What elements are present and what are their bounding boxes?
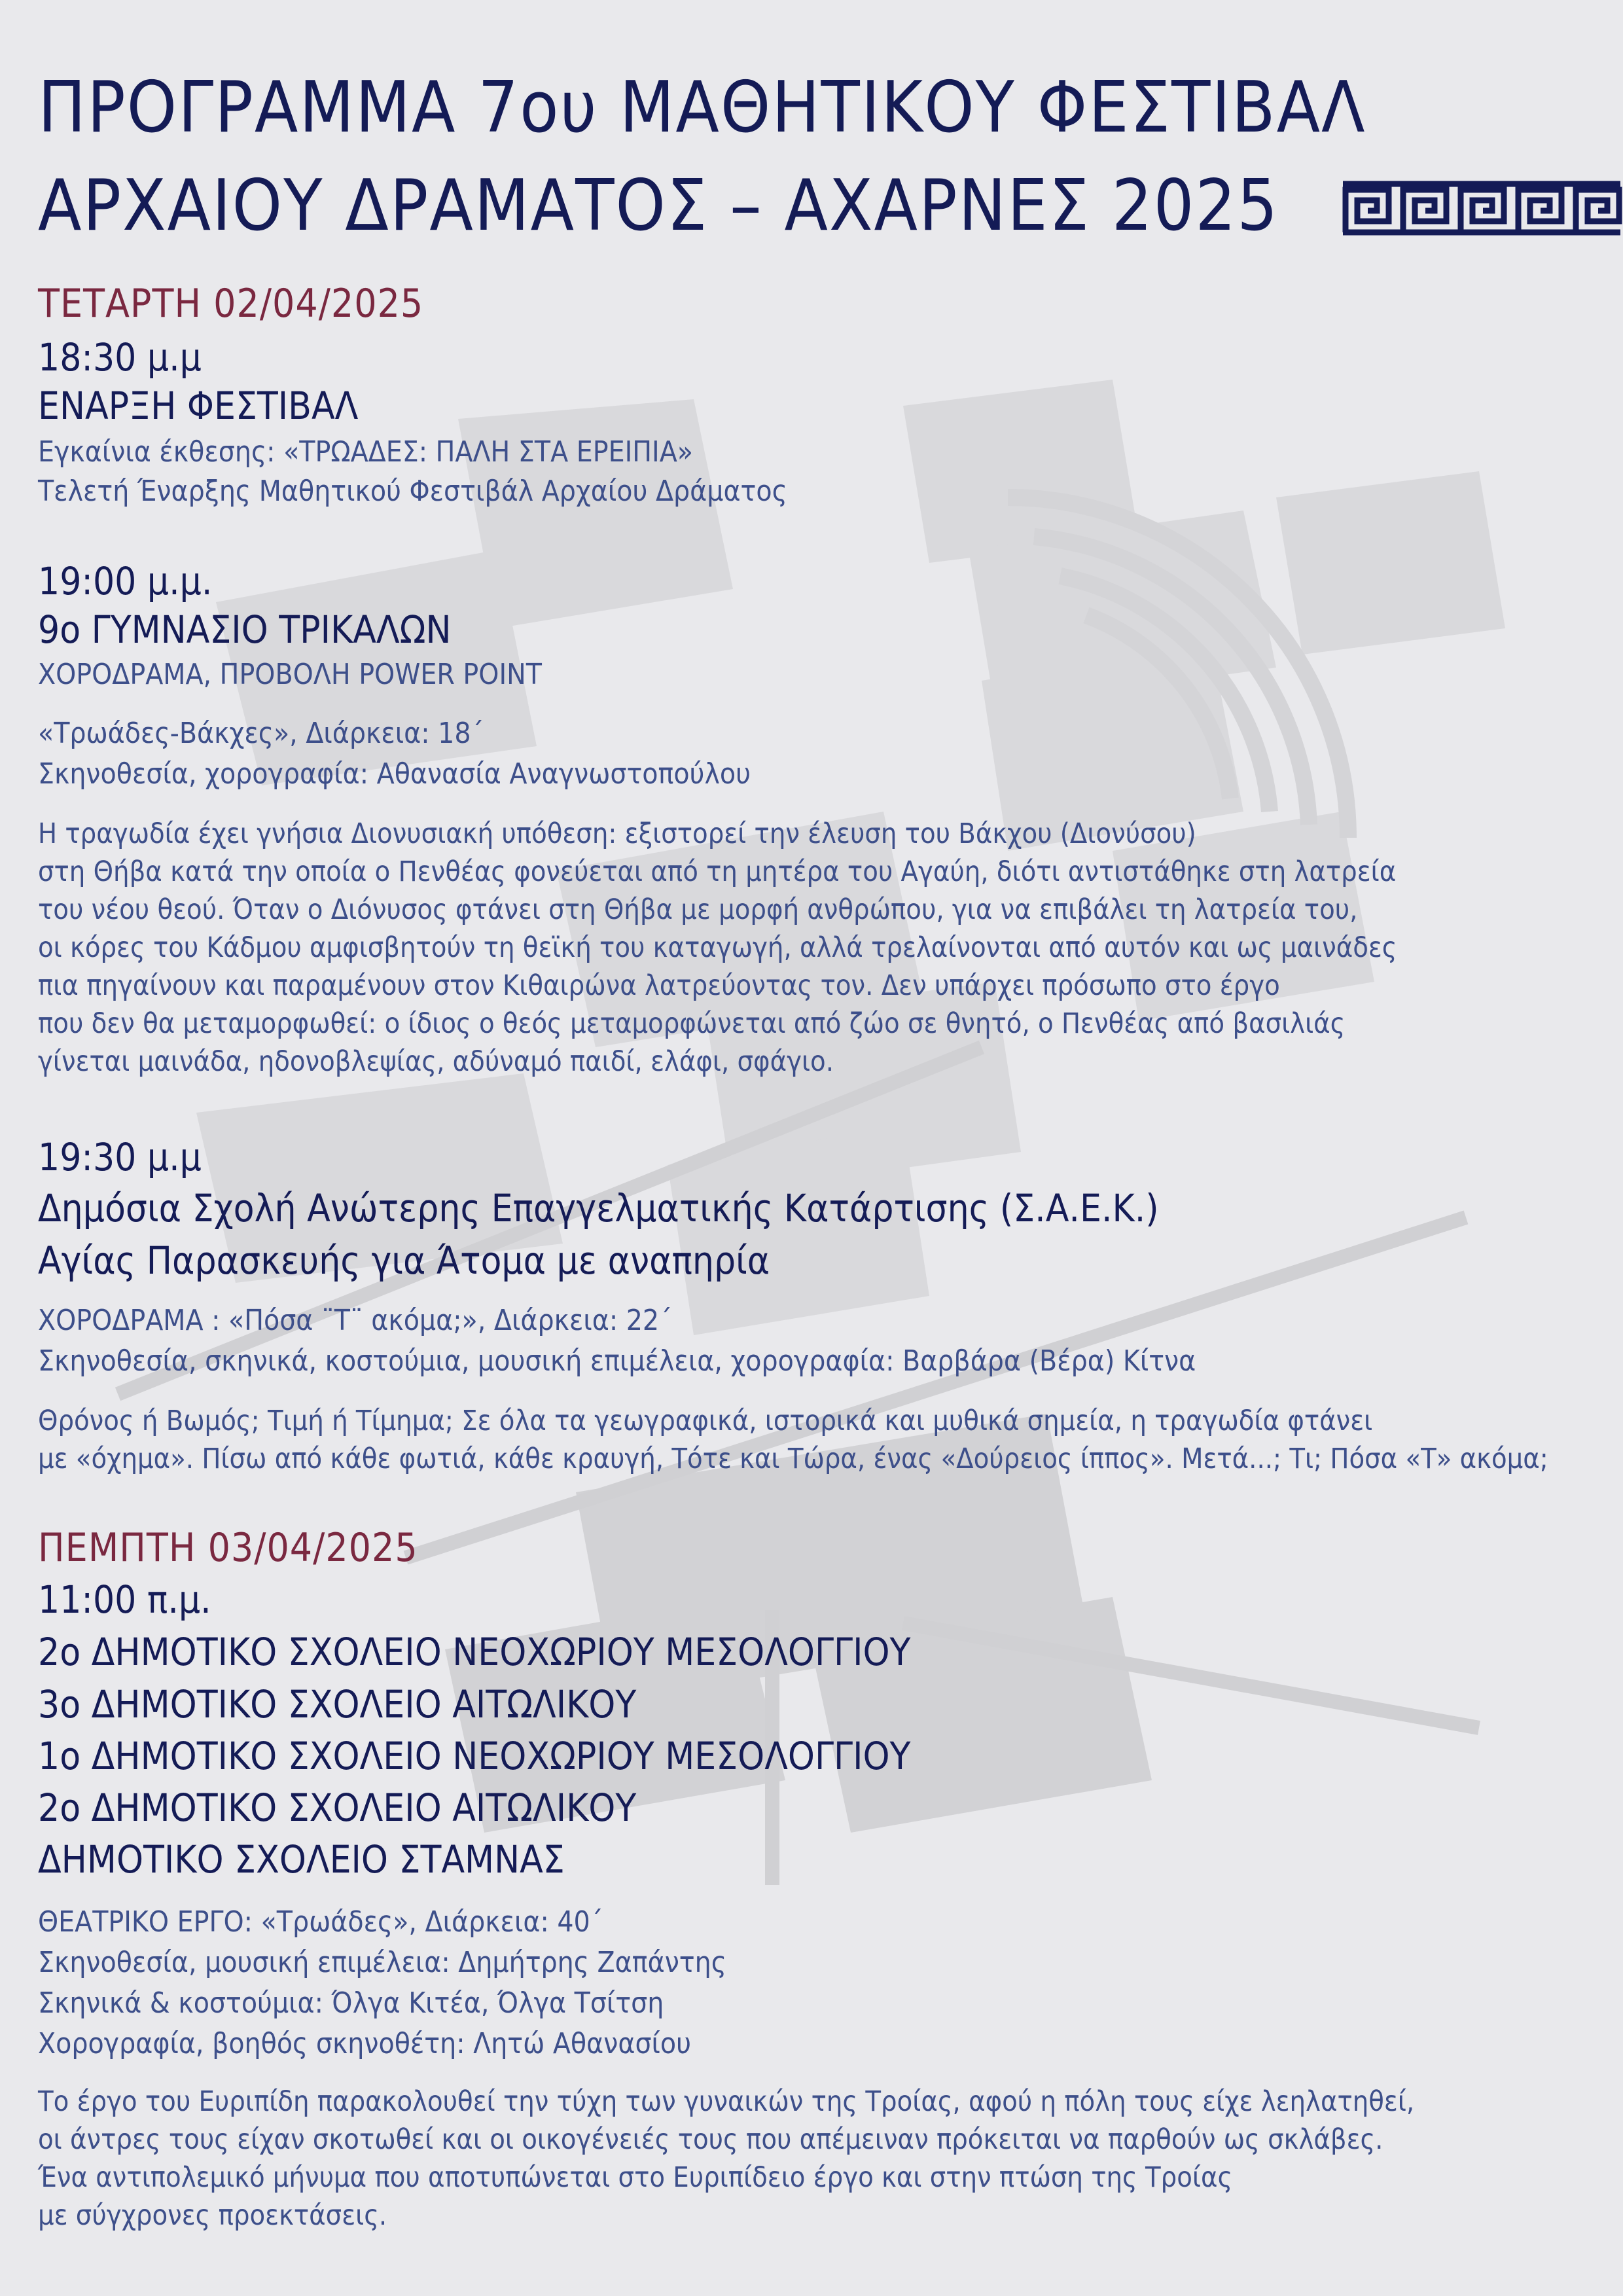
event-credit: Σκηνικά & κοστούμια: Όλγα Κιτέα, Όλγα Τσίτση bbox=[38, 1986, 664, 2020]
event-heading: ΕΝΑΡΞΗ ΦΕΣΤΙΒΑΛ bbox=[38, 384, 359, 428]
event-credit: Σκηνοθεσία, σκηνικά, κοστούμια, μουσική επιμέλεια, χορογραφία: Βαρβάρα (Βέρα) Κίτνα bbox=[38, 1344, 1196, 1378]
event-heading: Δημόσια Σχολή Ανώτερης Επαγγελματικής Κατάρτισης (Σ.Α.Ε.Κ.) bbox=[38, 1186, 1159, 1230]
festival-title-line1: ΠΡΟΓΡΑΜΜΑ 7ου ΜΑΘΗΤΙΚΟΥ ΦΕΣΤΙΒΑΛ bbox=[38, 67, 1366, 149]
event-description-line: Το έργο του Ευριπίδη παρακολουθεί την τύχη των γυναικών της Τροίας, αφού η πόλη τους είχε λεηλατηθεί, bbox=[38, 2085, 1415, 2118]
day-date: ΠΕΜΠΤΗ 03/04/2025 bbox=[38, 1525, 418, 1571]
event-description-line: Ένα αντιπολεμικό μήνυμα που αποτυπώνεται στο Ευριπίδειο έργο και στην πτώση της Τροίας bbox=[38, 2161, 1233, 2194]
event-description-line: πια πηγαίνουν και παραμένουν στον Κιθαιρώνα λατρεύοντας τον. Δεν υπάρχει πρόσωπο στο έργο bbox=[38, 969, 1280, 1002]
event-time: 19:30 μ.μ bbox=[38, 1135, 202, 1179]
event-credit: Χορογραφία, βοηθός σκηνοθέτη: Λητώ Αθανασίου bbox=[38, 2027, 692, 2060]
event-description-line: οι κόρες του Κάδμου αμφισβητούν τη θεϊκή του καταγωγή, αλλά τρελαίνονται από αυτόν και ως μαινάδες bbox=[38, 931, 1397, 964]
event-detail: Εγκαίνια έκθεσης: «ΤΡΩΑΔΕΣ: ΠΑΛΗ ΣΤΑ ΕΡΕΙΠΙΑ» bbox=[38, 435, 693, 469]
event-description-line: που δεν θα μεταμορφωθεί: ο ίδιος ο θεός μεταμορφώνεται από ζώο σε θνητό, ο Πενθέας από βασιλιάς bbox=[38, 1007, 1346, 1040]
event-heading: 3ο ΔΗΜΟΤΙΚΟ ΣΧΟΛΕΙΟ ΑΙΤΩΛΙΚΟΥ bbox=[38, 1682, 637, 1727]
event-description-line: με σύγχρονες προεκτάσεις. bbox=[38, 2199, 387, 2232]
festival-title-line2: ΑΡΧΑΙΟΥ ΔΡΑΜΑΤΟΣ – ΑΧΑΡΝΕΣ 2025 bbox=[38, 165, 1279, 247]
event-type: ΧΟΡΟΔΡΑΜΑ, ΠΡΟΒΟΛΗ POWER POINT bbox=[38, 658, 542, 691]
event-heading: ΔΗΜΟΤΙΚΟ ΣΧΟΛΕΙΟ ΣΤΑΜΝΑΣ bbox=[38, 1837, 565, 1882]
event-description-line: του νέου θεού. Όταν ο Διόνυσος φτάνει στη Θήβα με μορφή ανθρώπου, για να επιβάλει τη λατρεία του, bbox=[38, 893, 1358, 926]
event-credit: «Τρωάδες-Βάκχες», Διάρκεια: 18΄ bbox=[38, 717, 484, 750]
greek-key-meander-icon bbox=[1340, 181, 1623, 236]
event-time: 11:00 π.μ. bbox=[38, 1577, 211, 1622]
event-credit: ΘΕΑΤΡΙΚΟ ΕΡΓΟ: «Τρωάδες», Διάρκεια: 40΄ bbox=[38, 1905, 603, 1939]
event-description-line: γίνεται μαινάδα, ηδονοβλεψίας, αδύναμό παιδί, ελάφι, σφάγιο. bbox=[38, 1045, 834, 1078]
event-heading: Αγίας Παρασκευής για Άτομα με αναπηρία bbox=[38, 1238, 770, 1283]
event-description-line: οι άντρες τους είχαν σκοτωθεί και οι οικογένειές τους που απέμειναν πρόκειται να παρθούν ως σκλάβες. bbox=[38, 2123, 1383, 2156]
event-credit: Σκηνοθεσία, χορογραφία: Αθανασία Αναγνωστοπούλου bbox=[38, 757, 751, 791]
event-heading: 2ο ΔΗΜΟΤΙΚΟ ΣΧΟΛΕΙΟ ΝΕΟΧΩΡΙΟΥ ΜΕΣΟΛΟΓΓΙΟΥ bbox=[38, 1630, 911, 1674]
event-description-line: Η τραγωδία έχει γνήσια Διονυσιακή υπόθεση: εξιστορεί την έλευση του Βάκχου (Διονύσου) bbox=[38, 817, 1196, 850]
event-time: 19:00 μ.μ. bbox=[38, 559, 213, 603]
event-heading: 2ο ΔΗΜΟΤΙΚΟ ΣΧΟΛΕΙΟ ΑΙΤΩΛΙΚΟΥ bbox=[38, 1785, 637, 1830]
event-heading: 9ο ΓΥΜΝΑΣΙΟ ΤΡΙΚΑΛΩΝ bbox=[38, 607, 452, 652]
event-time: 18:30 μ.μ bbox=[38, 335, 202, 380]
event-description-line: με «όχημα». Πίσω από κάθε φωτιά, κάθε κραυγή, Τότε και Τώρα, ένας «Δούρειος ίππος». Μετά...; Τι; Πόσα «Τ» ακόμα; bbox=[38, 1443, 1548, 1475]
event-description-line: Θρόνος ή Βωμός; Τιμή ή Τίμημα; Σε όλα τα γεωγραφικά, ιστορικά και μυθικά σημεία, η τραγωδία φτάνει bbox=[38, 1405, 1373, 1437]
event-detail: Τελετή Έναρξης Μαθητικού Φεστιβάλ Αρχαίου Δράματος bbox=[38, 475, 787, 508]
event-credit: Σκηνοθεσία, μουσική επιμέλεια: Δημήτρης Ζαπάντης bbox=[38, 1946, 726, 1979]
event-heading: 1ο ΔΗΜΟΤΙΚΟ ΣΧΟΛΕΙΟ ΝΕΟΧΩΡΙΟΥ ΜΕΣΟΛΟΓΓΙΟΥ bbox=[38, 1734, 911, 1778]
day-date: ΤΕΤΑΡΤΗ 02/04/2025 bbox=[38, 281, 424, 327]
event-description-line: στη Θήβα κατά την οποία ο Πενθέας φονεύεται από τη μητέρα του Αγαύη, διότι αντιστάθηκε στη λατρεία bbox=[38, 855, 1397, 888]
event-credit: ΧΟΡΟΔΡΑΜΑ : «Πόσα ¨Τ¨ ακόμα;», Διάρκεια: 22΄ bbox=[38, 1304, 672, 1337]
